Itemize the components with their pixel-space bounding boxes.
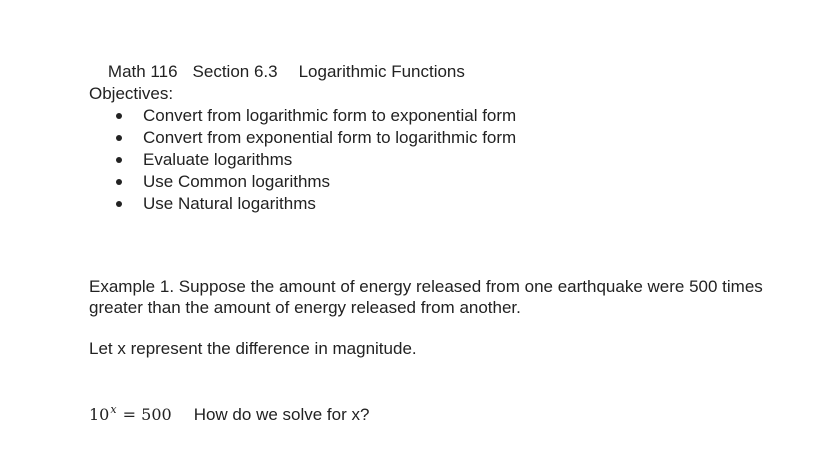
objective-text: Convert from exponential form to logarithmic form bbox=[143, 128, 517, 147]
course-name: Math 116 bbox=[107, 62, 178, 81]
variable-definition: Let x represent the difference in magnitude. bbox=[89, 339, 417, 358]
equation-base: 10 bbox=[89, 405, 110, 424]
objective-text: Use Common logarithms bbox=[143, 172, 331, 191]
section-number: Section 6.3 bbox=[192, 62, 278, 81]
equation-line bbox=[89, 399, 369, 426]
equation-rhs: = 500 bbox=[122, 405, 172, 424]
example-paragraph: Example 1. Suppose the amount of energy released from one earthquake were 500 times greater than the amount of energy released from another. bbox=[89, 277, 763, 317]
objectives-heading: Objectives: bbox=[89, 84, 174, 103]
equation bbox=[89, 399, 172, 426]
section-topic: Logarithmic Functions bbox=[298, 62, 465, 81]
bullet-icon bbox=[116, 201, 122, 207]
bullet-icon bbox=[116, 157, 122, 163]
equation-exponent: x bbox=[110, 403, 117, 416]
objective-text: Convert from logarithmic form to exponential form bbox=[143, 106, 517, 125]
solve-question: How do we solve for x? bbox=[193, 405, 370, 424]
bullet-icon bbox=[116, 113, 122, 119]
bullet-icon bbox=[116, 179, 122, 185]
bullet-icon bbox=[116, 135, 122, 141]
objective-text: Use Natural logarithms bbox=[143, 194, 316, 213]
objective-text: Evaluate logarithms bbox=[143, 150, 293, 169]
